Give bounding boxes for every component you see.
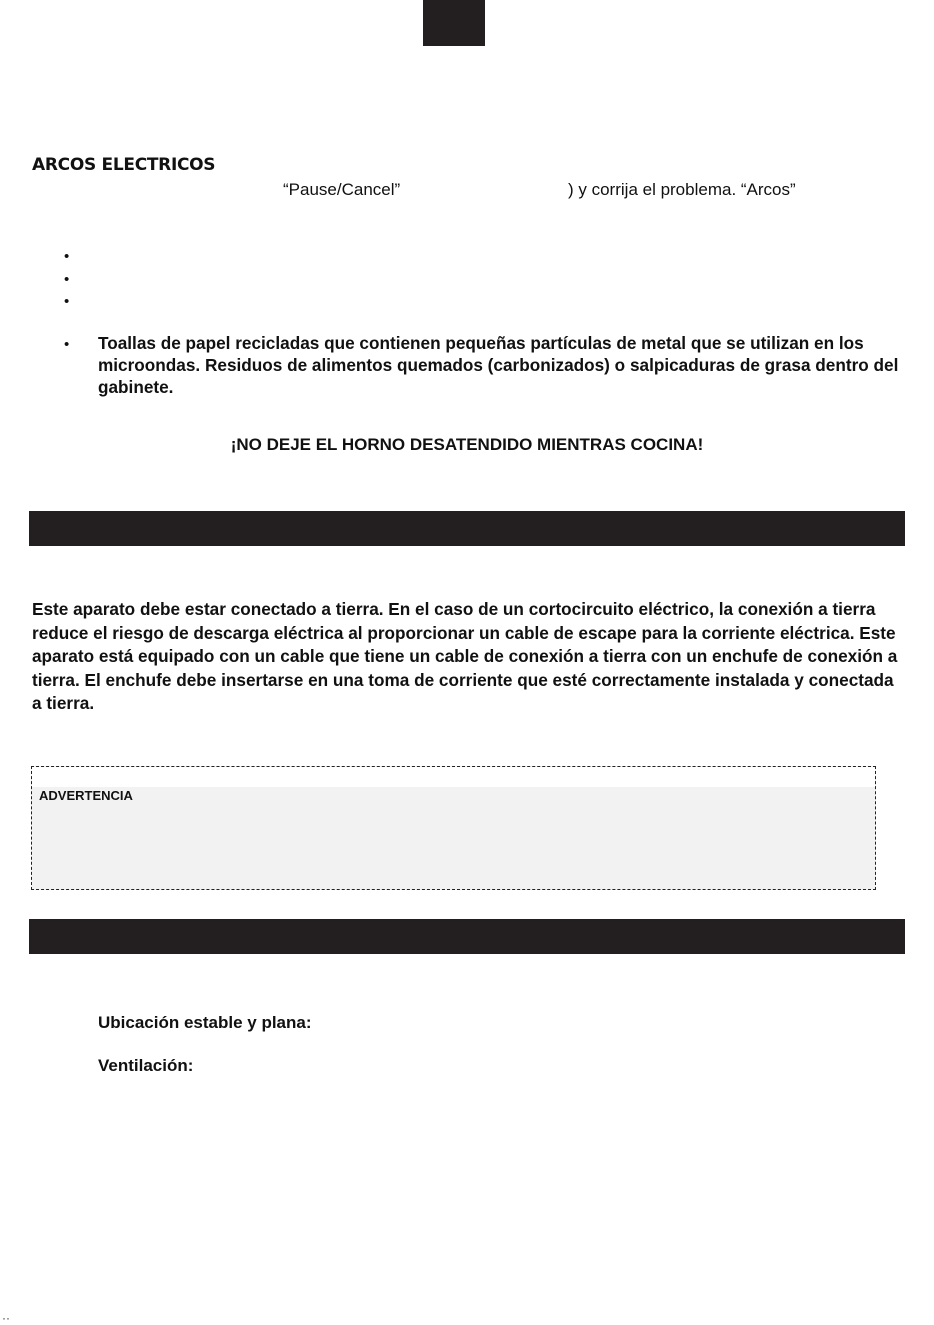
ventilacion-label: Ventilación: (98, 1056, 194, 1075)
grounding-paragraph: Este aparato debe estar conectado a tierra. En el caso de un cortocircuito eléctrico, la conexión a tierra reduce el riesgo de descarga eléctrica al proporcionar un cable de escape para la corriente eléctrica. Este aparato está equipado con un cable que tiene un cable de conexión a tierra con un enchufe de conexión a tierra. El enchufe debe insertarse en una toma de corriente que esté correctamente instalada y conectada a tierra. (32, 599, 898, 713)
ubicacion-label: Ubicación estable y plana: (98, 1013, 312, 1032)
bullet-marker (64, 337, 69, 352)
bullet-marker (64, 249, 69, 264)
corner-mark: ·· (2, 1311, 10, 1325)
advertencia-label: ADVERTENCIA (39, 788, 133, 803)
section-title-arcos: ARCOS ELECTRICOS (32, 155, 216, 175)
section-header-bar (29, 919, 905, 954)
bullet-marker (64, 294, 69, 309)
corrija-fragment: ) y corrija el problema. “Arcos” (568, 180, 796, 199)
advertencia-box (31, 766, 876, 890)
unattended-warning: ¡NO DEJE EL HORNO DESATENDIDO MIENTRAS COCINA! (230, 435, 704, 454)
cause-item-paper-towels: Toallas de papel recicladas que contienen pequeñas partículas de metal que se utilizan en los microondas. Residuos de alimentos quemados (carbonizados) o salpicaduras de grasa dentro del gabinete. (98, 333, 899, 397)
advertencia-box-top-strip (32, 767, 875, 787)
pause-cancel-fragment: “Pause/Cancel” (283, 180, 401, 199)
page-tab-marker (423, 0, 485, 46)
bullet-marker (64, 272, 69, 287)
section-header-bar (29, 511, 905, 546)
